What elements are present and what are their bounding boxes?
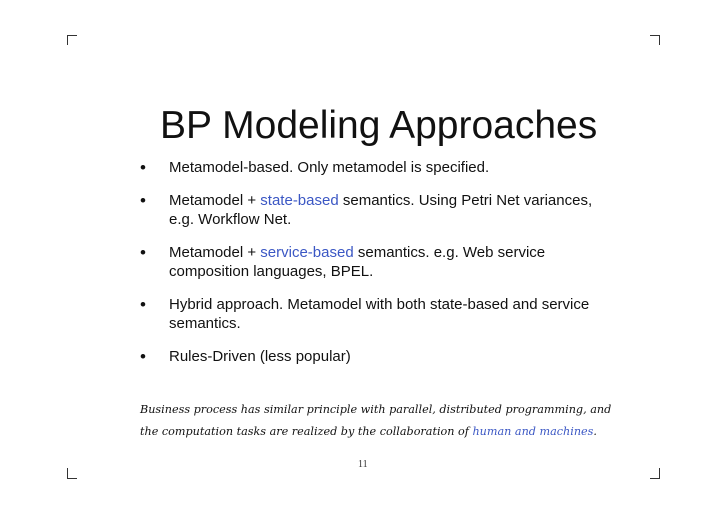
bullet-dot-icon: •: [140, 158, 146, 177]
bullet-dot-icon: •: [140, 347, 146, 366]
bullet-dot-icon: •: [140, 295, 146, 314]
bullet-highlight-text: service-based: [260, 244, 354, 261]
bullet-text: Metamodel +: [169, 244, 261, 261]
bullet-text: Metamodel-based. Only metamodel is specified.: [169, 159, 490, 176]
bullet-item: [140, 191, 600, 229]
footnote: [140, 399, 610, 443]
bullet-item: [140, 347, 600, 366]
bullet-dot-icon: •: [140, 243, 146, 262]
slide-title: BP Modeling Approaches: [160, 104, 598, 148]
bullet-item: [140, 243, 600, 281]
crop-mark: [67, 35, 68, 45]
bullet-text: semantics. e.g. Web service composition languages, BPEL.: [169, 244, 546, 280]
crop-mark: [67, 478, 77, 479]
crop-mark: [659, 35, 660, 45]
footnote-line-2-suffix: .: [593, 425, 597, 438]
bullet-item: [140, 295, 600, 333]
page-number: 11: [358, 459, 368, 470]
crop-mark: [650, 478, 660, 479]
bullet-item: [140, 158, 600, 177]
bullet-text: Hybrid approach. Metamodel with both state-based and service semantics.: [169, 296, 590, 332]
crop-mark: [67, 468, 68, 478]
bullet-list: [140, 158, 600, 380]
bullet-text: semantics. Using Petri Net variances, e.g. Workflow Net.: [169, 192, 593, 228]
bullet-highlight-text: state-based: [260, 192, 339, 209]
bullet-text: Rules-Driven (less popular): [169, 348, 351, 365]
bullet-text: Metamodel +: [169, 192, 261, 209]
crop-mark: [67, 35, 77, 36]
bullet-dot-icon: •: [140, 191, 146, 210]
footnote-highlight: human and machines: [472, 425, 594, 438]
footnote-line-1: Business process has similar principle with parallel, distributed programming, and: [140, 403, 612, 416]
crop-mark: [659, 468, 660, 478]
footnote-line-2: [140, 421, 610, 443]
footnote-line-2-prefix: the computation tasks are realized by the collaboration of: [140, 425, 473, 438]
